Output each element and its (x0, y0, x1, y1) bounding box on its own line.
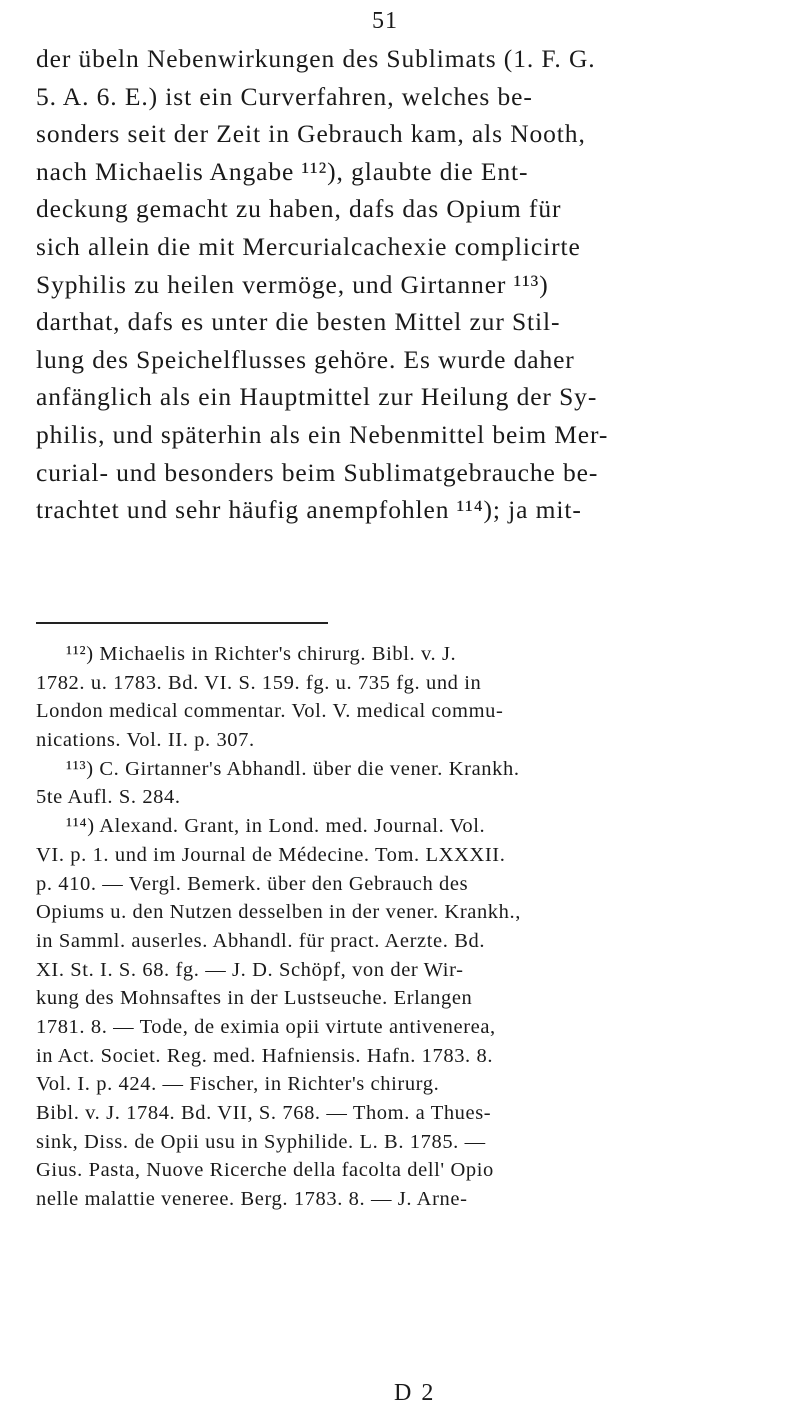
body-line: darthat, dafs es unter die besten Mittel zur Stil- (36, 307, 561, 337)
footnote-line: London medical commentar. Vol. V. medical commu- (36, 700, 504, 723)
body-line: deckung gemacht zu haben, dafs das Opium für (36, 194, 562, 224)
body-line: Syphilis zu heilen vermöge, und Girtanner ¹¹³) (36, 269, 549, 299)
body-line: curial- und besonders beim Sublimatgebrauche be- (36, 457, 599, 487)
footnote-line: nelle malattie veneree. Berg. 1783. 8. — J. Arne- (36, 1188, 468, 1211)
printer-signature-mark: D 2 (394, 1380, 436, 1406)
footnote-line: 1781. 8. — Tode, de eximia opii virtute antivenerea, (36, 1015, 496, 1038)
body-line: sich allein die mit Mercurialcachexie complicirte (36, 231, 581, 261)
footnote-line: Bibl. v. J. 1784. Bd. VII, S. 768. — Thom. a Thues- (36, 1102, 492, 1124)
footnote-line: 5te Aufl. S. 284. (36, 786, 181, 809)
body-text (36, 40, 776, 529)
body-line: anfänglich als ein Hauptmittel zur Heilung der Sy- (36, 382, 598, 412)
footnote-line: in Samml. auserles. Abhandl. für pract. Aerzte. Bd. (36, 929, 486, 952)
footnote-separator (36, 622, 328, 624)
footnote-line: ¹¹²) Michaelis in Richter's chirurg. Bibl. v. J. (66, 643, 457, 665)
body-line: philis, und späterhin als ein Nebenmittel beim Mer- (36, 419, 609, 449)
body-line: der übeln Nebenwirkungen des Sublimats (1. F. G. (36, 44, 596, 73)
footnote-line: nications. Vol. II. p. 307. (36, 729, 255, 752)
body-line: sonders seit der Zeit in Gebrauch kam, als Nooth, (36, 119, 586, 149)
footnote-line: kung des Mohnsaftes in der Lustseuche. Erlangen (36, 987, 473, 1010)
footnote-line: ¹¹⁴) Alexand. Grant, in Lond. med. Journal. Vol. (66, 815, 486, 838)
footnote-line: VI. p. 1. und im Journal de Médecine. Tom. LXXXII. (36, 843, 506, 866)
footnote-line: Vol. I. p. 424. — Fischer, in Richter's chirurg. (36, 1073, 440, 1096)
body-line: lung des Speichelflusses gehöre. Es wurde daher (36, 344, 575, 374)
footnote-line: ¹¹³) C. Girtanner's Abhandl. über die vener. Krankh. (66, 757, 520, 780)
footnote-line: XI. St. I. S. 68. fg. — J. D. Schöpf, von der Wir- (36, 958, 464, 981)
footnote-line: Opiums u. den Nutzen desselben in der vener. Krankh., (36, 901, 521, 924)
footnote-line: sink, Diss. de Opii usu in Syphilide. L. B. 1785. — (36, 1130, 486, 1153)
footnote-line: Gius. Pasta, Nuove Ricerche della facolta dell' Opio (36, 1159, 494, 1182)
footnote-line: p. 410. — Vergl. Bemerk. über den Gebrauch des (36, 872, 469, 895)
page-number: 51 (372, 8, 398, 34)
body-line: trachtet und sehr häufig anempfohlen ¹¹⁴); ja mit- (36, 495, 582, 525)
footnotes (36, 640, 776, 1214)
footnote-line: 1782. u. 1783. Bd. VI. S. 159. fg. u. 735 fg. und in (36, 671, 482, 694)
body-line: 5. A. 6. E.) ist ein Curverfahren, welches be- (36, 81, 533, 111)
footnote-line: in Act. Societ. Reg. med. Hafniensis. Hafn. 1783. 8. (36, 1044, 494, 1067)
body-line: nach Michaelis Angabe ¹¹²), glaubte die Ent- (36, 156, 529, 186)
